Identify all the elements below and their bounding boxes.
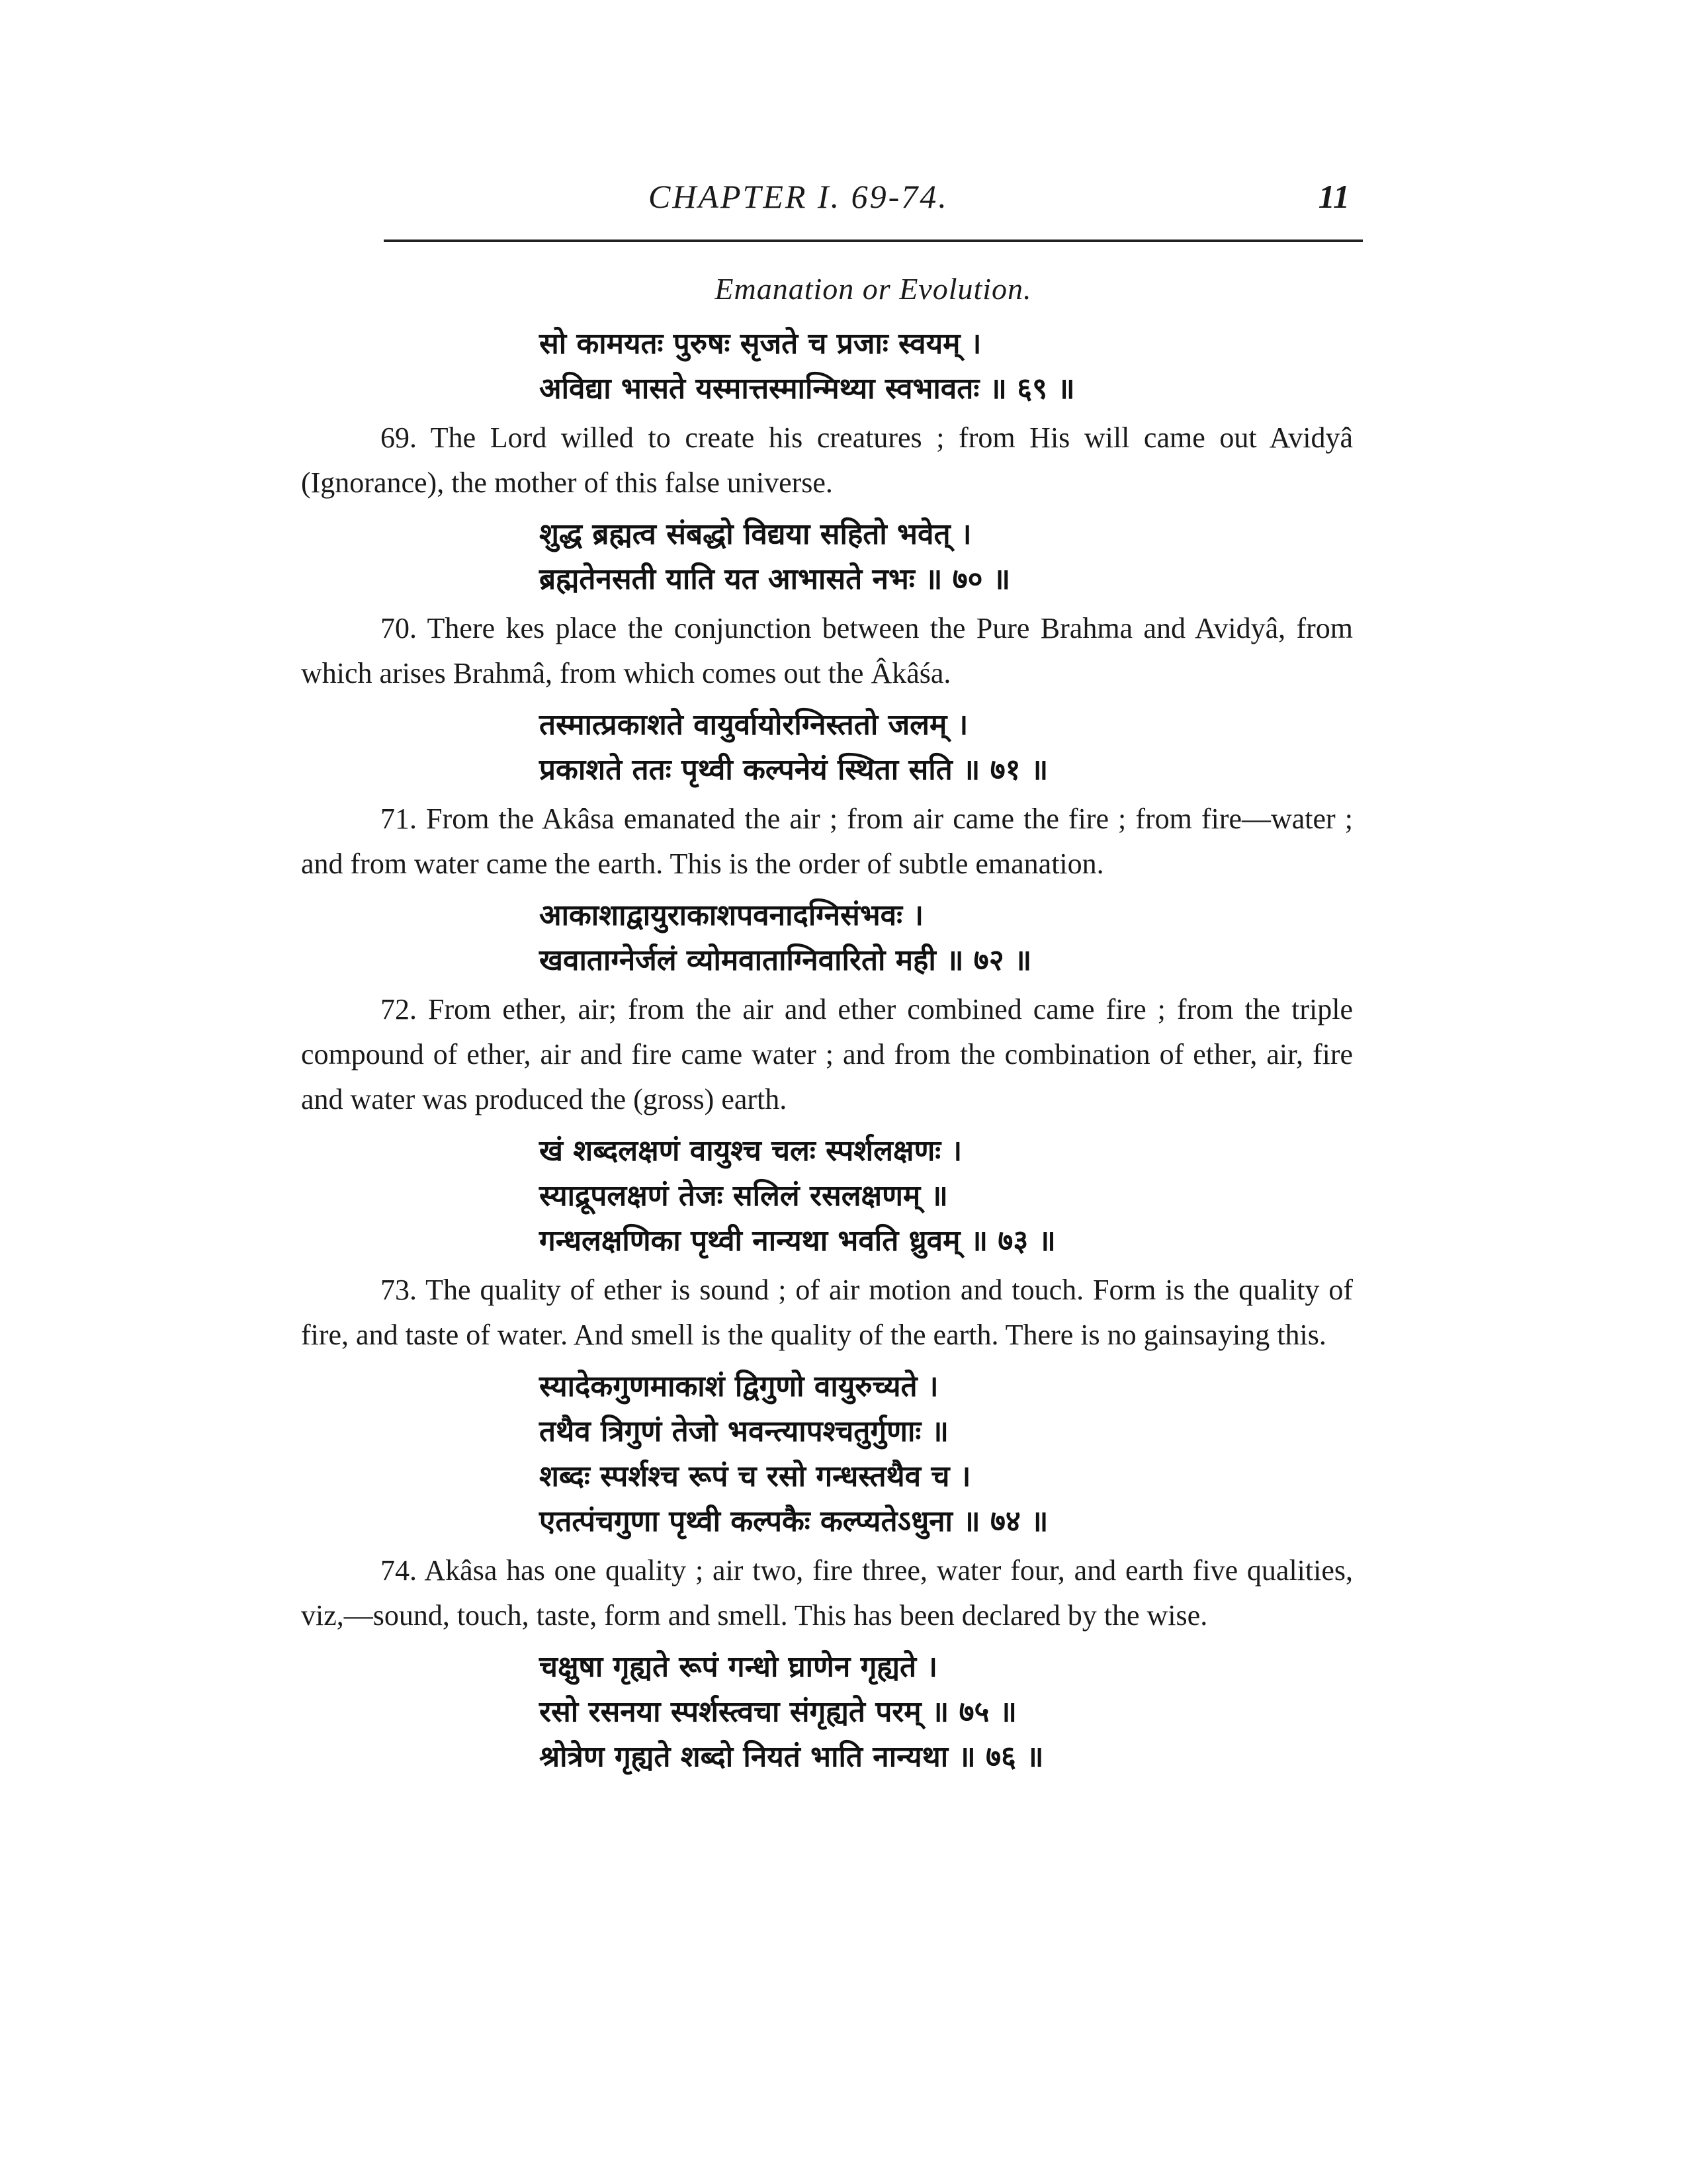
translation-74: 74. Akâsa has one quality ; air two, fire three, water four, and earth five qualities, viz,—sound, touch, taste, form and smell. This has been declared by the wise.: [301, 1554, 1353, 1632]
verse-line: रसो रसनया स्पर्शस्त्वचा संगृह्यते परम् ॥ ७५ ॥: [539, 1695, 1017, 1729]
page-header: [384, 177, 1363, 224]
verse-74: [539, 1364, 1353, 1544]
verse-line: गन्धलक्षणिका पृथ्वी नान्यथा भवति ध्रुवम् ॥ ७३ ॥: [539, 1224, 1056, 1258]
verse-line: शुद्ध ब्रह्मत्व संबद्धो विद्यया सहितो भवेत् ।: [539, 517, 972, 551]
verse-line: तथैव त्रिगुणं तेजो भवन्त्यापश्चतुर्गुणाः ॥: [539, 1415, 949, 1448]
verse-line: एतत्पंचगुणा पृथ्वी कल्पकैः कल्प्यतेऽधुना ॥ ७४ ॥: [539, 1505, 1049, 1538]
verse-line: स्याद्रूपलक्षणं तेजः सलिलं रसलक्षणम् ॥: [539, 1179, 948, 1213]
text-body: [301, 318, 1353, 1784]
verse-line: आकाशाद्वायुराकाशपवनादग्निसंभवः ।: [539, 898, 924, 932]
verse-line: चक्षुषा गृह्यते रूपं गन्धो घ्राणेन गृह्यते ।: [539, 1650, 938, 1684]
translation-71: 71. From the Akâsa emanated the air ; from air came the fire ; from fire—water ; and from water came the earth. This is the order of subtle emanation.: [301, 803, 1353, 880]
verse-line: सो कामयतः पुरुषः सृजते च प्रजाः स्वयम् ।: [539, 327, 982, 361]
verse-line: शब्दः स्पर्शश्च रूपं च रसो गन्धस्तथैव च ।: [539, 1460, 971, 1493]
translation-73: 73. The quality of ether is sound ; of air motion and touch. Form is the quality of fire, and taste of water. And smell is the quality of the earth. There is no gainsaying this.: [301, 1274, 1353, 1351]
verse-71: [539, 703, 1353, 793]
verse-line: अविद्या भासते यस्मात्तस्मान्मिथ्या स्वभावतः ॥ ६९ ॥: [539, 372, 1075, 406]
verse-line: ब्रह्मतेनसती याति यत आभासते नभः ॥ ७० ॥: [539, 562, 1011, 596]
translation-70: 70. There kes place the conjunction between the Pure Brahma and Avidyâ, from which arises Brahmâ, from which comes out the Âkâśa.: [301, 612, 1353, 689]
verse-73: [539, 1129, 1353, 1264]
header-rule: [384, 240, 1363, 242]
section-title: Emanation or Evolution.: [714, 272, 1032, 306]
page-number: 11: [1318, 178, 1350, 215]
verse-line: प्रकाशते ततः पृथ्वी कल्पनेयं स्थिता सति ॥ ७१ ॥: [539, 753, 1049, 787]
verse-line: तस्मात्प्रकाशते वायुर्वायोरग्निस्ततो जलम् ।: [539, 708, 969, 742]
translation-72: 72. From ether, air; from the air and ether combined came fire ; from the triple compound of ether, air and fire came water ; and from the combination of ether, air, fire and water was produced the (gross) earth.: [301, 993, 1353, 1115]
verse-line: श्रोत्रेण गृह्यते शब्दो नियतं भाति नान्यथा ॥ ७६ ॥: [539, 1740, 1044, 1774]
verse-72: [539, 893, 1353, 983]
verse-line: खवाताग्नेर्जलं व्योमवाताग्निवारितो मही ॥ ७२ ॥: [539, 943, 1032, 977]
verse-69: [539, 322, 1353, 412]
verse-line: स्यादेकगुणमाकाशं द्विगुणो वायुरुच्यते ।: [539, 1370, 939, 1403]
verse-70: [539, 512, 1353, 602]
verse-line: खं शब्दलक्षणं वायुश्च चलः स्पर्शलक्षणः ।: [539, 1134, 963, 1168]
running-title: CHAPTER I. 69-74.: [648, 178, 949, 215]
translation-69: 69. The Lord willed to create his creatures ; from His will came out Avidyâ (Ignorance), the mother of this false universe.: [301, 421, 1353, 499]
verse-75-76: [539, 1645, 1353, 1780]
